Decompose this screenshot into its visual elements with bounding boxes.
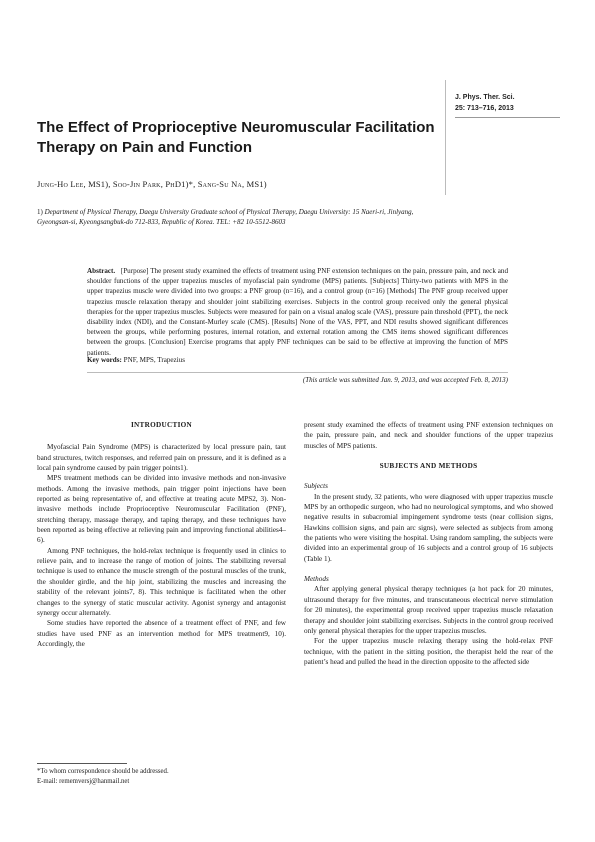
journal-name: J. Phys. Ther. Sci. — [455, 94, 515, 101]
subheading-subjects: Subjects — [304, 482, 328, 491]
section-heading-introduction: INTRODUCTION — [130, 421, 193, 429]
paragraph: present study examined the effects of treatment using PNF extension techniques on the pain, pressure pain, and neck and shoulder functions of the upper trapezius muscles of MPS patients. — [304, 421, 553, 450]
correspondence-note: *To whom correspondence should be addressed. — [37, 768, 169, 775]
paragraph: MPS treatment methods can be divided into invasive methods and non-invasive methods. Among the invasive methods, pain trigger point injections have been reported as being representative of, and effective at treating acute MPS2, 3). Non-invasive methods include Proprioceptive Neuromuscular Facilitation (PNF), stretching therapy, massage therapy, and taping therapy, and these techniques have been reported as being effective at relieving pain and improving functional abilities4–6). — [37, 474, 286, 545]
journal-citation: 25: 713–716, 2013 — [455, 105, 514, 112]
section-heading-methods: SUBJECTS AND METHODS — [379, 462, 478, 471]
journal-rule — [455, 117, 560, 118]
abstract-label: Abstract. — [87, 267, 116, 275]
submission-note: (This article was submitted Jan. 9, 2013, and was accepted Feb. 8, 2013) — [302, 376, 508, 384]
column-right — [304, 420, 553, 667]
affiliation — [37, 207, 437, 228]
paragraph: Some studies have reported the absence of a treatment effect of PNF, and few studies have used PNF as an intervention method for MPS treatment9, 10). Accordingly, the — [37, 619, 286, 648]
column-left — [37, 420, 286, 649]
abstract — [87, 266, 508, 358]
paper-title: The Effect of Proprioceptive Neuromuscular Facilitation Therapy on Pain and Function — [37, 119, 435, 156]
paragraph: In the present study, 32 patients, who were diagnosed with upper trapezius muscle MPS by an orthopedic surgeon, who had no neurological symptoms, and who showed negative results in subacromial impingement syndrome tests (near collision signs, Hawkins collision signs, and pain arc signs), were selected as subjects from among the patients who were visiting the hospital. Using random sampling, the subjects were divided into an experimental group of 16 subjects and a control group of 16 subjects (Table 1). — [304, 492, 553, 563]
paragraph: After applying general physical therapy techniques (a hot pack for 20 minutes, ultrasound therapy for five minutes, and transcutaneous electrical nerve stimulation for 20 minutes), the experimental group received upper trapezius muscle relaxation therapy and shoulder joint stabilizing exercises. Subjects in the control group received only general physical therapies for the upper trapezius muscles. — [304, 585, 553, 635]
affiliation-text: Department of Physical Therapy, Daegu University Graduate school of Physical Therapy, Daegu University: 15 Naeri-ri, Jinlyang, Gyeongsan-si, Kyeongsangbuk-do 712-833, Republic of Korea. TEL: +82 10-5512-8603 — [37, 208, 414, 227]
keywords-label: Key words: — [87, 356, 122, 364]
keywords — [87, 355, 508, 365]
journal-info — [455, 92, 575, 114]
footnote-rule — [37, 763, 127, 764]
footnote — [37, 767, 286, 787]
author-list: Jung-Ho Lee, MS1), Soo-Jin Park, PhD1)*, Sang-Su Na, MS1) — [37, 179, 267, 189]
keywords-text: PNF, MPS, Trapezius — [123, 356, 185, 364]
paragraph: Among PNF techniques, the hold-relax technique is frequently used in clinics to relieve pain, and to increase the range of motion of joints. The stabilizing reversal technique is used to enhance the muscle strength of the postural muscles of the trunk, the shoulder girdle, and the hip joint, stabilizing the muscles and increasing the stability of the relevant joints7, 8). This technique is facilitated when the other changes to the synergy of static muscular activity. Agonist synergy and antagonist synergy occur alternately. — [37, 546, 286, 617]
abstract-divider — [87, 372, 508, 373]
email-address: E-mail: rememversj@hanmail.net — [37, 778, 130, 785]
subheading-methods: Methods — [304, 575, 329, 584]
affiliation-marker: 1) — [37, 208, 43, 216]
paragraph: Myofascial Pain Syndrome (MPS) is characterized by local pressure pain, taut band structures, twitch responses, and referred pain on pressure, and it is defined as a local pain syndrome caused by pain trigger points1). — [37, 443, 286, 473]
paragraph: For the upper trapezius muscle relaxing therapy using the hold-relax PNF technique, with the patient in the sitting position, the therapist held the rear of the patient’s head and pulled the head in the direction opposite to the affected side — [304, 637, 553, 666]
header-divider — [445, 80, 446, 195]
abstract-text: [Purpose] The present study examined the effects of treatment using PNF extension techniques on the pain, pressure pain, and neck and shoulder functions of the upper trapezius muscles of myofascial pain syndrome (MPS) patients. [Subjects] Thirty-two patients with MPS in the upper trapezius muscle were divided into two groups: a PNF group (n=16), and a control group (n=16) [Methods] The PNF group received upper trapezius muscle relaxation therapy and shoulder joint stabilizing exercises. Subjects in the control group received only the general physical therapies for the upper trapezius muscles. Subjects were measured for pain on a visual analog scale (VAS), pressure pain threshold (PPT), the neck disability index (NDI), and the Constant-Murley scale (CMS). [Results] None of the VAS, PPT, and NDI results showed significant differences between the groups, while performing postures, internal rotation, and external rotation among the CMS items showed significant differences between the groups. [Conclusion] Exercise programs that apply PNF techniques can be said to be effective at improving the function of MPS patients. — [87, 267, 509, 357]
